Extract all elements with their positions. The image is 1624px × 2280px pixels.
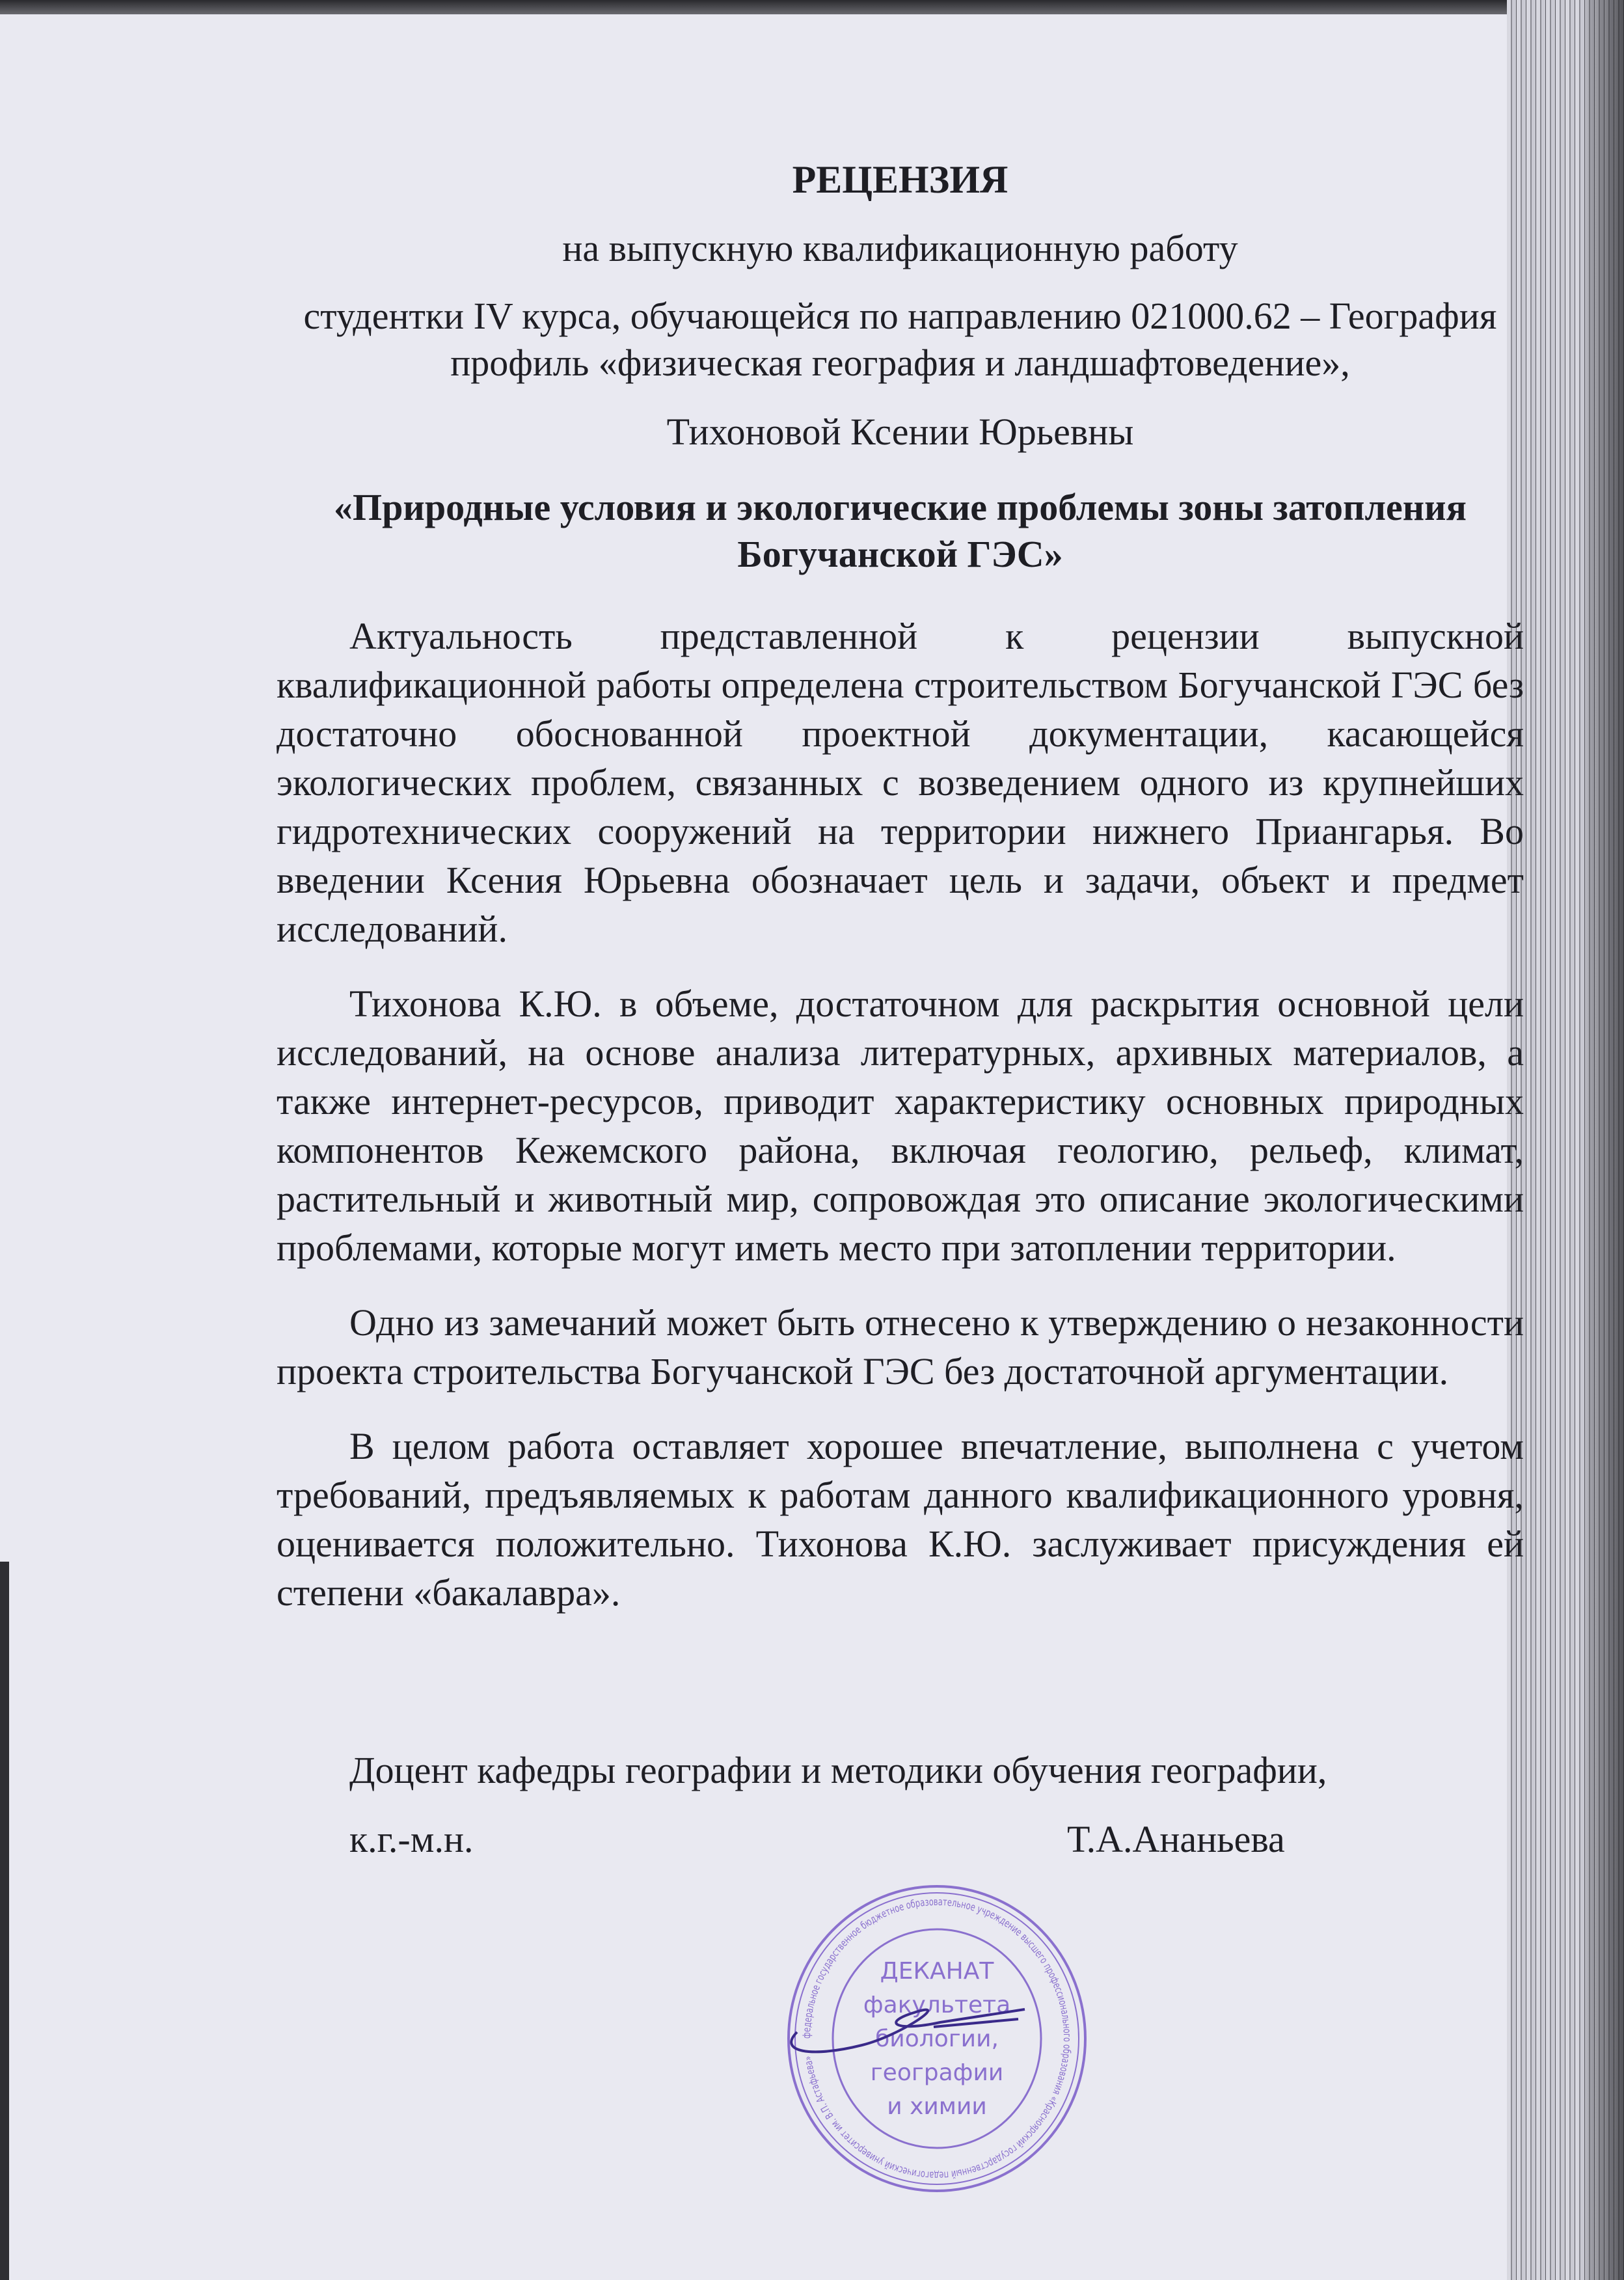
stamp-ring-text: федеральное государственное бюджетное образовательное учреждение высшего профессионального образования «Красноярский государственный педагогический университет им. В.П. Астафьева» bbox=[800, 1895, 1074, 2182]
stamp-center-line: биологии, bbox=[875, 2026, 999, 2052]
reviewer-degree: к.г.-м.н. bbox=[349, 1818, 474, 1860]
paragraph-relevance: Актуальность представленной к рецензии выпускной квалификационной работы определена строительством Богучанской ГЭС без достаточно обоснованной проектной документации, касающейся экологических проблем, связанных с возведением одного из крупнейших гидротехнических сооружений на территории нижнего Приангарья. Во введении Ксения Юрьевна обозначает цель и задачи, объект и предмет исследований. bbox=[277, 615, 1524, 950]
stamp-center-line: ДЕКАНАТ bbox=[880, 1958, 994, 1985]
page-stack-shadow bbox=[1585, 0, 1624, 2280]
subtitle-line: на выпускную квалификационную работу bbox=[562, 227, 1238, 269]
official-stamp bbox=[784, 1882, 1090, 2195]
paragraph-conclusion: В целом работа оставляет хорошее впечатление, выполнена с учетом требований, предъявляемых к работам данного квалификационного уровня, оценивается положительно. Тихонова К.Ю. заслуживает присуждения ей степени «бакалавра». bbox=[277, 1425, 1524, 1614]
stamp-center-line: факультета bbox=[863, 1992, 1011, 2018]
work-title-line-1: «Природные условия и экологические проблемы зоны затопления bbox=[334, 486, 1467, 528]
document-body bbox=[277, 156, 1524, 2195]
student-course-line: студентки IV курса, обучающейся по направлению 021000.62 – География bbox=[303, 295, 1497, 337]
scan-top-edge bbox=[0, 0, 1624, 14]
paragraph-remark: Одно из замечаний может быть отнесено к утверждению о незаконности проекта строительства Богучанской ГЭС без достаточной аргументации. bbox=[277, 1301, 1524, 1392]
signature-row bbox=[349, 1816, 1524, 1863]
paragraph-content: Тихонова К.Ю. в объеме, достаточном для раскрытия основной цели исследований, на основе анализа литературных, архивных материалов, а также интернет-ресурсов, приводит характеристику основных природных компонентов Кежемского района, включая геологию, рельеф, климат, растительный и животный мир, сопровождая это описание экологическими проблемами, которые могут иметь место при затоплении территории. bbox=[277, 983, 1524, 1269]
work-title-line-2: Богучанской ГЭС» bbox=[737, 533, 1063, 575]
reviewer-position: Доцент кафедры географии и методики обучения географии, bbox=[349, 1749, 1327, 1791]
stamp-center-line: и химии bbox=[887, 2093, 987, 2120]
scan-left-edge bbox=[0, 1562, 9, 2280]
document-title: РЕЦЕНЗИЯ bbox=[792, 158, 1008, 201]
stamp-center-line: географии bbox=[870, 2059, 1004, 2086]
reviewer-name: Т.А.Ананьева bbox=[1067, 1818, 1285, 1860]
profile-line: профиль «физическая география и ландшафтоведение», bbox=[450, 342, 1350, 384]
student-name: Тихоновой Ксении Юрьевны bbox=[666, 411, 1134, 453]
